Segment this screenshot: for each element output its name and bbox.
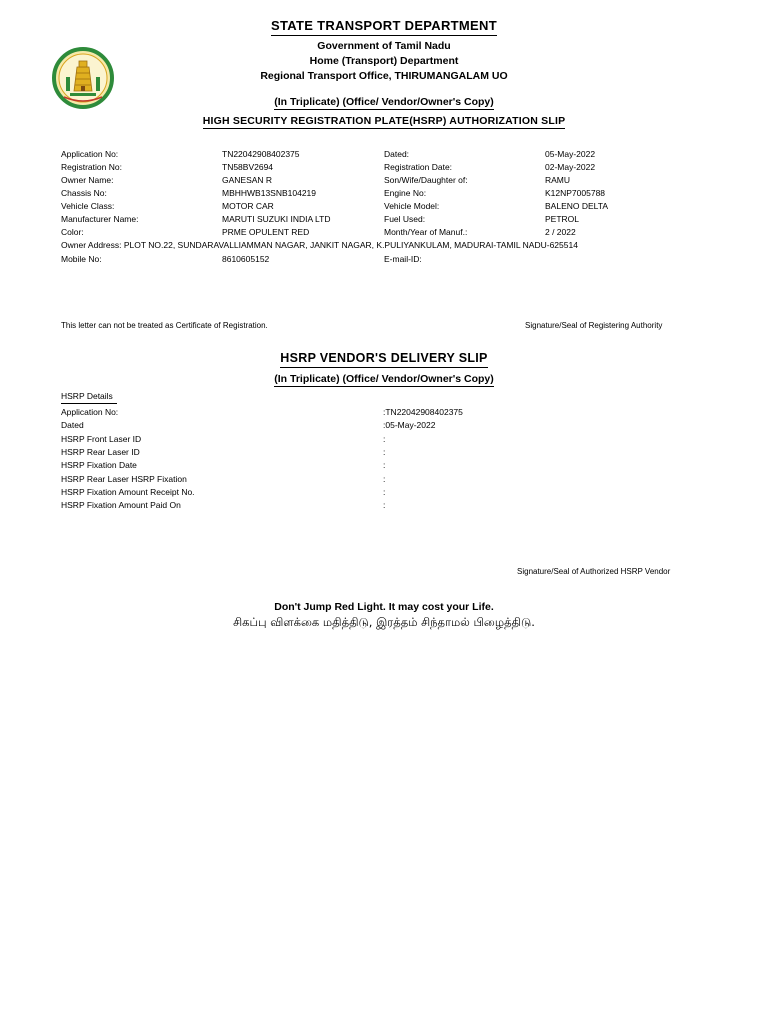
hsrp-row-label: HSRP Front Laser ID (61, 434, 142, 444)
dated-label: Dated: (384, 149, 410, 159)
hsrp-row-label: Application No: (61, 407, 119, 417)
vendor-copy-note: (In Triplicate) (Office/ Vendor/Owner's Copy) (274, 373, 494, 385)
owner-name-value: GANESAN R (222, 175, 273, 185)
engine-no-value: K12NP7005788 (545, 188, 606, 198)
application-no-value: TN22042908402375 (222, 149, 300, 159)
color-label: Color: (61, 227, 84, 237)
fuel-used-value: PETROL (545, 214, 580, 224)
disclaimer: This letter can not be treated as Certificate of Registration. (61, 321, 268, 330)
mobile-no-label: Mobile No: (61, 254, 102, 264)
department-line: Home (Transport) Department (309, 55, 459, 67)
copy-note: (In Triplicate) (Office/ Vendor/Owner's Copy) (274, 96, 494, 108)
owner-name-label: Owner Name: (61, 175, 114, 185)
hsrp-row-value: : (383, 474, 386, 484)
vehicle-class-label: Vehicle Class: (61, 201, 115, 211)
owner-address-label: Owner Address: (61, 240, 122, 250)
chassis-no-value: MBHHWB13SNB104219 (222, 188, 317, 198)
hsrp-row-label: HSRP Fixation Date (61, 460, 137, 470)
engine-no-label: Engine No: (384, 188, 427, 198)
hsrp-row-value: :05-May-2022 (383, 420, 436, 430)
vehicle-class-value: MOTOR CAR (222, 201, 274, 211)
hsrp-row-value: : (383, 500, 386, 510)
hsrp-details-heading: HSRP Details (61, 391, 117, 401)
department-title: STATE TRANSPORT DEPARTMENT (0, 17, 768, 35)
dated-value: 05-May-2022 (545, 149, 596, 159)
application-no-label: Application No: (61, 149, 119, 159)
vehicle-model-value: BALENO DELTA (545, 201, 608, 211)
relation-label: Son/Wife/Daughter of: (384, 175, 468, 185)
slogan-tamil: சிகப்பு விளக்கை மதித்திடு, இரத்தம் சிந்தாமல் பிழைத்திடு. (233, 615, 535, 629)
manuf-value: 2 / 2022 (545, 227, 576, 237)
hsrp-row-label: HSRP Rear Laser ID (61, 447, 140, 457)
slogan-english: Don't Jump Red Light. It may cost your Life. (274, 601, 494, 613)
registering-authority-signature: Signature/Seal of Registering Authority (525, 321, 663, 330)
vehicle-model-label: Vehicle Model: (384, 201, 440, 211)
registration-no-label: Registration No: (61, 162, 122, 172)
relation-value: RAMU (545, 175, 571, 185)
registration-no-value: TN58BV2694 (222, 162, 274, 172)
mobile-no-value: 8610605152 (222, 254, 270, 264)
owner-address-value: PLOT NO.22, SUNDARAVALLIAMMAN NAGAR, JANKIT NAGAR, K.PULIYANKULAM, MADURAI-TAMIL NADU-625514 (123, 240, 578, 250)
vendor-slip-title: HSRP VENDOR'S DELIVERY SLIP (0, 349, 768, 367)
hsrp-row-value: :TN22042908402375 (383, 407, 463, 417)
fuel-used-label: Fuel Used: (384, 214, 426, 224)
hsrp-row-value: : (383, 434, 386, 444)
chassis-no-label: Chassis No: (61, 188, 107, 198)
hsrp-row-label: HSRP Fixation Amount Paid On (61, 500, 181, 510)
vendor-signature: Signature/Seal of Authorized HSRP Vendor (517, 567, 671, 576)
registration-date-label: Registration Date: (384, 162, 453, 172)
hsrp-row-value: : (383, 460, 386, 470)
owner-address (61, 240, 578, 250)
government-line: Government of Tamil Nadu (317, 40, 451, 52)
color-value: PRME OPULENT RED (222, 227, 310, 237)
hsrp-row-label: HSRP Fixation Amount Receipt No. (61, 487, 195, 497)
email-label: E-mail-ID: (384, 254, 422, 264)
hsrp-row-value: : (383, 447, 386, 457)
hsrp-row-label: HSRP Rear Laser HSRP Fixation (61, 474, 187, 484)
hsrp-row-label: Dated (61, 420, 84, 430)
hsrp-row-value: : (383, 487, 386, 497)
manuf-label: Month/Year of Manuf.: (384, 227, 468, 237)
office-line: Regional Transport Office, THIRUMANGALAM UO (260, 70, 508, 82)
registration-date-value: 02-May-2022 (545, 162, 596, 172)
manufacturer-value: MARUTI SUZUKI INDIA LTD (222, 214, 331, 224)
manufacturer-label: Manufacturer Name: (61, 214, 139, 224)
slip-title: HIGH SECURITY REGISTRATION PLATE(HSRP) AUTHORIZATION SLIP (202, 115, 566, 127)
